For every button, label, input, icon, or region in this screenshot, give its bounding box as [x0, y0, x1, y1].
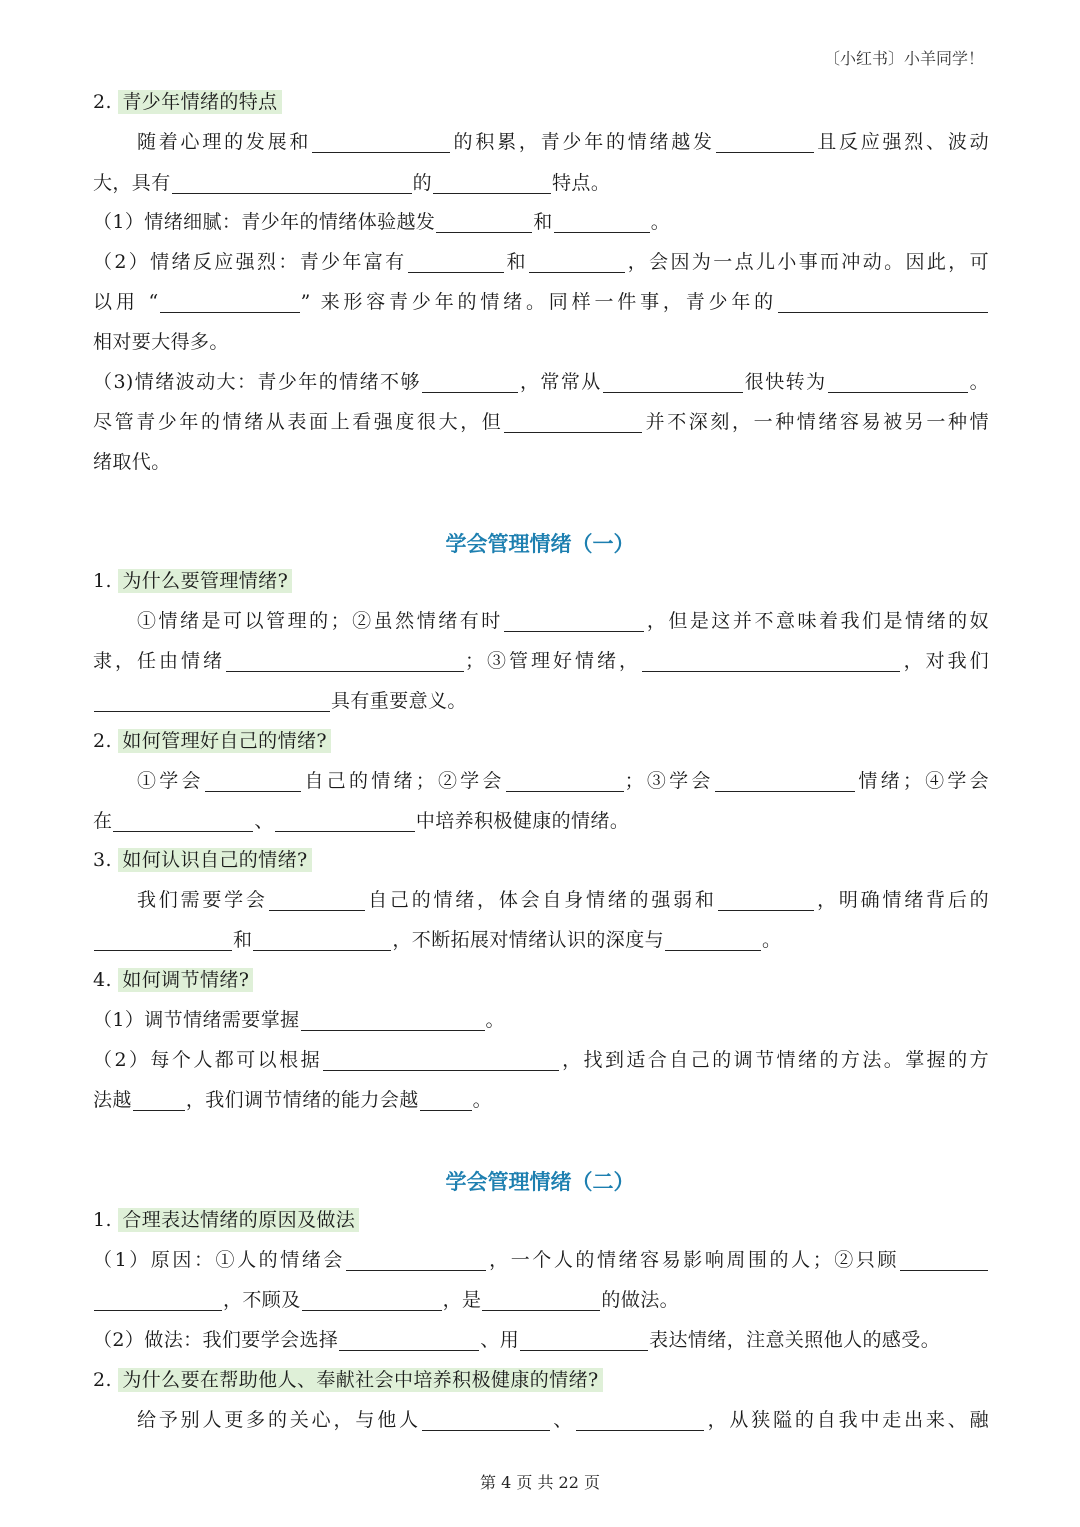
s1-q3-line-1: 我们需要学会 自己的情绪，体会自身情绪的强弱和 ，明确情绪背后的 — [137, 889, 989, 911]
blank — [520, 1330, 648, 1351]
s2-r4: 给予别人更多的关心，与他人 、 ，从狭隘的自我中走出来、融 — [137, 1409, 989, 1431]
blank — [339, 1330, 479, 1351]
s1-q4-line: 4. 如何调节情绪? — [93, 968, 989, 992]
s1-q1-heading: 为什么要管理情绪? — [118, 569, 292, 593]
blank — [302, 1290, 442, 1311]
s1-q4-heading: 如何调节情绪? — [118, 968, 253, 992]
blank — [900, 1250, 988, 1271]
s1-q1-line-3: 具有重要意义。 — [93, 689, 989, 713]
teen-line-9: 绪取代。 — [93, 451, 171, 473]
blank — [603, 372, 743, 393]
blank — [323, 1050, 559, 1071]
blank — [436, 212, 532, 233]
s2-q1-line: 1. 合理表达情绪的原因及做法 — [93, 1208, 989, 1232]
teen-line-6: 相对要大得多。 — [93, 331, 229, 353]
teen-line-7: （3)情绪波动大：青少年的情绪不够 ，常常从 很快转为 。 — [93, 371, 989, 393]
s1-q2-line-2: 在 、 中培养积极健康的情绪。 — [93, 810, 630, 832]
s2-r1: （1）原因：①人的情绪会 ，一个人的情绪容易影响周围的人；②只顾 — [93, 1248, 989, 1272]
blank — [160, 292, 300, 313]
blank — [433, 173, 551, 194]
s1-q1-line: 1. 为什么要管理情绪? — [93, 569, 989, 593]
blank — [778, 292, 988, 313]
blank — [253, 930, 391, 951]
s2-q2-heading: 为什么要在帮助他人、奉献社会中培养积极健康的情绪? — [118, 1368, 602, 1392]
s1-q1-line-1: ①情绪是可以管理的；②虽然情绪有时 ，但是这并不意味着我们是情绪的奴 — [137, 610, 989, 632]
blank — [718, 890, 814, 911]
blank — [205, 771, 301, 792]
page-number: 第 4 页 共 22 页 — [480, 1473, 600, 1492]
blank — [504, 412, 642, 433]
blank — [94, 930, 232, 951]
section-1-title: 学会管理情绪（一） — [445, 532, 635, 556]
blank — [422, 372, 518, 393]
s1-q4-line-1: （1）调节情绪需要掌握 。 — [93, 1009, 505, 1031]
blank — [113, 811, 253, 832]
blank — [828, 372, 968, 393]
blank — [506, 771, 624, 792]
teen-line-1: 随着心理的发展和 的积累，青少年的情绪越发 且反应强烈、波动 — [137, 131, 989, 153]
blank — [94, 1290, 222, 1311]
teen-heading-line: 2. 青少年情绪的特点 — [93, 90, 989, 114]
blank — [172, 173, 412, 194]
s2-q1-heading: 合理表达情绪的原因及做法 — [118, 1208, 359, 1232]
blank — [133, 1090, 185, 1111]
s1-q2-line: 2. 如何管理好自己的情绪? — [93, 729, 989, 753]
teen-line-8: 尽管青少年的情绪从表面上看强度很大，但 并不深刻，一种情绪容易被另一种情 — [93, 411, 989, 433]
teen-line-3: （1）情绪细腻：青少年的情绪体验越发 和 。 — [93, 211, 671, 233]
blank — [312, 132, 450, 153]
s1-q2-heading: 如何管理好自己的情绪? — [118, 729, 331, 753]
s1-q1-line-2: 隶，任由情绪 ；③管理好情绪， ，对我们 — [93, 650, 989, 672]
blank — [346, 1250, 486, 1271]
section-2-title: 学会管理情绪（二） — [445, 1170, 635, 1194]
s1-q4-line-2: （2）每个人都可以根据 ，找到适合自己的调节情绪的方法。掌握的方 — [93, 1049, 989, 1071]
blank — [576, 1410, 704, 1431]
s1-q3-line: 3. 如何认识自己的情绪? — [93, 848, 989, 872]
blank — [301, 1010, 485, 1031]
blank — [504, 611, 644, 632]
blank — [275, 811, 415, 832]
header-tag: 〔小红书〕小羊同学！ — [823, 49, 984, 68]
s2-r2: ，不顾及 ，是 的做法。 — [93, 1288, 989, 1312]
blank — [420, 1090, 472, 1111]
s1-q3-line-2: 和 ，不断拓展对情绪认识的深度与 。 — [93, 928, 989, 952]
blank — [269, 890, 365, 911]
teen-line-4: （2）情绪反应强烈：青少年富有 和 ，会因为一点儿小事而冲动。因此，可 — [93, 251, 989, 273]
blank — [642, 651, 900, 672]
blank — [408, 252, 504, 273]
blank — [482, 1290, 600, 1311]
s2-r3: （2）做法：我们要学会选择 、用 表达情绪，注意关照他人的感受。 — [93, 1329, 941, 1351]
s1-q2-line-1: ①学会 自己的情绪；②学会 ；③学会 情绪；④学会 — [137, 770, 989, 792]
blank — [422, 1410, 550, 1431]
blank — [226, 651, 464, 672]
s2-q2-line: 2. 为什么要在帮助他人、奉献社会中培养积极健康的情绪? — [93, 1368, 989, 1392]
blank — [715, 771, 855, 792]
s1-q4-line-3: 法越 ，我们调节情绪的能力会越 。 — [93, 1089, 493, 1111]
blank — [94, 691, 330, 712]
blank — [665, 930, 761, 951]
teen-heading: 青少年情绪的特点 — [118, 90, 281, 114]
blank — [716, 132, 814, 153]
blank — [529, 252, 625, 273]
teen-line-2: 大，具有 的 特点。 — [93, 172, 611, 194]
blank — [554, 212, 650, 233]
s1-q3-heading: 如何认识自己的情绪? — [118, 848, 311, 872]
teen-line-5: 以用 “ ” 来形容青少年的情绪。同样一件事，青少年的 — [93, 290, 989, 314]
